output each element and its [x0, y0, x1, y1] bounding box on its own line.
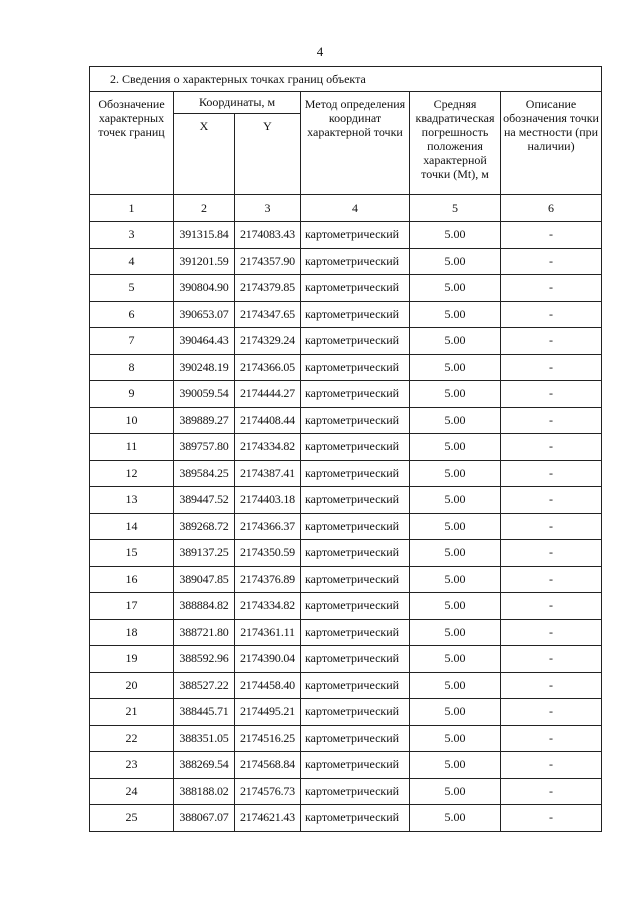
- point-number: 23: [90, 752, 174, 779]
- coord-x: 390464.43: [174, 328, 235, 355]
- table-row: [90, 434, 602, 461]
- table-row: [90, 513, 602, 540]
- error-cell: 5.00: [410, 460, 501, 487]
- method-cell: картометрический: [301, 487, 410, 514]
- description-cell: -: [501, 699, 602, 726]
- table-row: [90, 540, 602, 567]
- error-cell: 5.00: [410, 646, 501, 673]
- point-number: 3: [90, 222, 174, 249]
- coord-x: 388592.96: [174, 646, 235, 673]
- coord-y: 2174329.24: [235, 328, 301, 355]
- error-cell: 5.00: [410, 248, 501, 275]
- method-cell: картометрический: [301, 513, 410, 540]
- method-cell: картометрический: [301, 275, 410, 302]
- coord-y: 2174357.90: [235, 248, 301, 275]
- coord-x: 389047.85: [174, 566, 235, 593]
- method-cell: картометрический: [301, 593, 410, 620]
- error-cell: 5.00: [410, 328, 501, 355]
- table-row: [90, 725, 602, 752]
- point-number: 11: [90, 434, 174, 461]
- method-cell: картометрический: [301, 434, 410, 461]
- coord-y: 2174387.41: [235, 460, 301, 487]
- error-cell: 5.00: [410, 805, 501, 832]
- coord-y: 2174568.84: [235, 752, 301, 779]
- point-number: 22: [90, 725, 174, 752]
- point-number: 4: [90, 248, 174, 275]
- error-cell: 5.00: [410, 593, 501, 620]
- method-cell: картометрический: [301, 301, 410, 328]
- table-row: [90, 301, 602, 328]
- coord-y: 2174083.43: [235, 222, 301, 249]
- coord-y: 2174444.27: [235, 381, 301, 408]
- table-row: [90, 566, 602, 593]
- header-description: Описание обозначения точки на местности (при наличии): [501, 92, 602, 195]
- point-number: 15: [90, 540, 174, 567]
- description-cell: -: [501, 275, 602, 302]
- description-cell: -: [501, 566, 602, 593]
- coord-y: 2174576.73: [235, 778, 301, 805]
- coord-x: 388067.07: [174, 805, 235, 832]
- method-cell: картометрический: [301, 752, 410, 779]
- error-cell: 5.00: [410, 487, 501, 514]
- column-number: 2: [174, 195, 235, 222]
- method-cell: картометрический: [301, 328, 410, 355]
- coord-x: 388721.80: [174, 619, 235, 646]
- table-row: [90, 487, 602, 514]
- description-cell: -: [501, 328, 602, 355]
- description-cell: -: [501, 619, 602, 646]
- coord-y: 2174350.59: [235, 540, 301, 567]
- coord-x: 390248.19: [174, 354, 235, 381]
- table-row: [90, 222, 602, 249]
- error-cell: 5.00: [410, 513, 501, 540]
- method-cell: картометрический: [301, 540, 410, 567]
- coord-x: 391315.84: [174, 222, 235, 249]
- error-cell: 5.00: [410, 540, 501, 567]
- description-cell: -: [501, 513, 602, 540]
- description-cell: -: [501, 301, 602, 328]
- coord-x: 389137.25: [174, 540, 235, 567]
- boundary-points-table: [89, 66, 602, 832]
- table-row: [90, 752, 602, 779]
- table-row: [90, 460, 602, 487]
- point-number: 12: [90, 460, 174, 487]
- column-number: 4: [301, 195, 410, 222]
- description-cell: -: [501, 434, 602, 461]
- description-cell: -: [501, 248, 602, 275]
- point-number: 7: [90, 328, 174, 355]
- coord-x: 391201.59: [174, 248, 235, 275]
- description-cell: -: [501, 672, 602, 699]
- error-cell: 5.00: [410, 275, 501, 302]
- description-cell: -: [501, 487, 602, 514]
- coord-x: 390059.54: [174, 381, 235, 408]
- method-cell: картометрический: [301, 725, 410, 752]
- coord-y: 2174361.11: [235, 619, 301, 646]
- coord-y: 2174408.44: [235, 407, 301, 434]
- coord-y: 2174366.37: [235, 513, 301, 540]
- point-number: 10: [90, 407, 174, 434]
- header-error: Средняя квадратическая погрешность положения характерной точки (Mt), м: [410, 92, 501, 195]
- error-cell: 5.00: [410, 672, 501, 699]
- description-cell: -: [501, 407, 602, 434]
- coord-x: 389584.25: [174, 460, 235, 487]
- error-cell: 5.00: [410, 354, 501, 381]
- error-cell: 5.00: [410, 619, 501, 646]
- method-cell: картометрический: [301, 248, 410, 275]
- table-row: [90, 778, 602, 805]
- description-cell: -: [501, 222, 602, 249]
- description-cell: -: [501, 646, 602, 673]
- column-number: 1: [90, 195, 174, 222]
- page-number: 4: [316, 44, 324, 59]
- error-cell: 5.00: [410, 222, 501, 249]
- error-cell: 5.00: [410, 778, 501, 805]
- point-number: 6: [90, 301, 174, 328]
- table-row: [90, 619, 602, 646]
- method-cell: картометрический: [301, 460, 410, 487]
- coord-x: 389889.27: [174, 407, 235, 434]
- point-number: 5: [90, 275, 174, 302]
- error-cell: 5.00: [410, 301, 501, 328]
- coord-y: 2174334.82: [235, 593, 301, 620]
- method-cell: картометрический: [301, 407, 410, 434]
- coord-x: 388445.71: [174, 699, 235, 726]
- method-cell: картометрический: [301, 566, 410, 593]
- header-y: Y: [235, 114, 301, 195]
- error-cell: 5.00: [410, 434, 501, 461]
- coord-y: 2174347.65: [235, 301, 301, 328]
- coord-x: 390804.90: [174, 275, 235, 302]
- coord-y: 2174334.82: [235, 434, 301, 461]
- table-row: [90, 275, 602, 302]
- method-cell: картометрический: [301, 354, 410, 381]
- coord-x: 388188.02: [174, 778, 235, 805]
- table-row: [90, 248, 602, 275]
- point-number: 14: [90, 513, 174, 540]
- point-number: 13: [90, 487, 174, 514]
- coord-y: 2174516.25: [235, 725, 301, 752]
- method-cell: картометрический: [301, 672, 410, 699]
- error-cell: 5.00: [410, 566, 501, 593]
- method-cell: картометрический: [301, 222, 410, 249]
- section-title: 2. Сведения о характерных точках границ объекта: [90, 67, 602, 92]
- coord-y: 2174379.85: [235, 275, 301, 302]
- table-row: [90, 354, 602, 381]
- method-cell: картометрический: [301, 619, 410, 646]
- description-cell: -: [501, 593, 602, 620]
- table-row: [90, 328, 602, 355]
- point-number: 24: [90, 778, 174, 805]
- method-cell: картометрический: [301, 805, 410, 832]
- point-number: 25: [90, 805, 174, 832]
- description-cell: -: [501, 460, 602, 487]
- description-cell: -: [501, 805, 602, 832]
- header-coordinates: Координаты, м: [174, 92, 301, 114]
- method-cell: картометрический: [301, 699, 410, 726]
- point-number: 8: [90, 354, 174, 381]
- method-cell: картометрический: [301, 381, 410, 408]
- point-number: 18: [90, 619, 174, 646]
- coord-y: 2174621.43: [235, 805, 301, 832]
- header-method: Метод определения координат характерной точки: [301, 92, 410, 195]
- error-cell: 5.00: [410, 407, 501, 434]
- coord-y: 2174390.04: [235, 646, 301, 673]
- description-cell: -: [501, 725, 602, 752]
- coord-x: 390653.07: [174, 301, 235, 328]
- point-number: 16: [90, 566, 174, 593]
- coord-y: 2174366.05: [235, 354, 301, 381]
- error-cell: 5.00: [410, 699, 501, 726]
- description-cell: -: [501, 752, 602, 779]
- table-row: [90, 672, 602, 699]
- coord-x: 389757.80: [174, 434, 235, 461]
- header-point-name: Обозначение характерных точек границ: [90, 92, 174, 195]
- coord-x: 388884.82: [174, 593, 235, 620]
- table-row: [90, 381, 602, 408]
- coord-y: 2174376.89: [235, 566, 301, 593]
- description-cell: -: [501, 540, 602, 567]
- coord-x: 388527.22: [174, 672, 235, 699]
- coord-y: 2174403.18: [235, 487, 301, 514]
- point-number: 17: [90, 593, 174, 620]
- method-cell: картометрический: [301, 778, 410, 805]
- error-cell: 5.00: [410, 381, 501, 408]
- point-number: 21: [90, 699, 174, 726]
- coord-x: 388269.54: [174, 752, 235, 779]
- coord-x: 389268.72: [174, 513, 235, 540]
- table-row: [90, 407, 602, 434]
- coord-y: 2174495.21: [235, 699, 301, 726]
- header-x: X: [174, 114, 235, 195]
- point-number: 19: [90, 646, 174, 673]
- table-row: [90, 593, 602, 620]
- column-number-row: [90, 195, 602, 222]
- point-number: 20: [90, 672, 174, 699]
- table-row: [90, 805, 602, 832]
- error-cell: 5.00: [410, 725, 501, 752]
- description-cell: -: [501, 381, 602, 408]
- description-cell: -: [501, 354, 602, 381]
- column-number: 5: [410, 195, 501, 222]
- point-number: 9: [90, 381, 174, 408]
- column-number: 3: [235, 195, 301, 222]
- error-cell: 5.00: [410, 752, 501, 779]
- method-cell: картометрический: [301, 646, 410, 673]
- description-cell: -: [501, 778, 602, 805]
- coord-y: 2174458.40: [235, 672, 301, 699]
- table-row: [90, 646, 602, 673]
- table-row: [90, 699, 602, 726]
- coord-x: 389447.52: [174, 487, 235, 514]
- column-number: 6: [501, 195, 602, 222]
- coord-x: 388351.05: [174, 725, 235, 752]
